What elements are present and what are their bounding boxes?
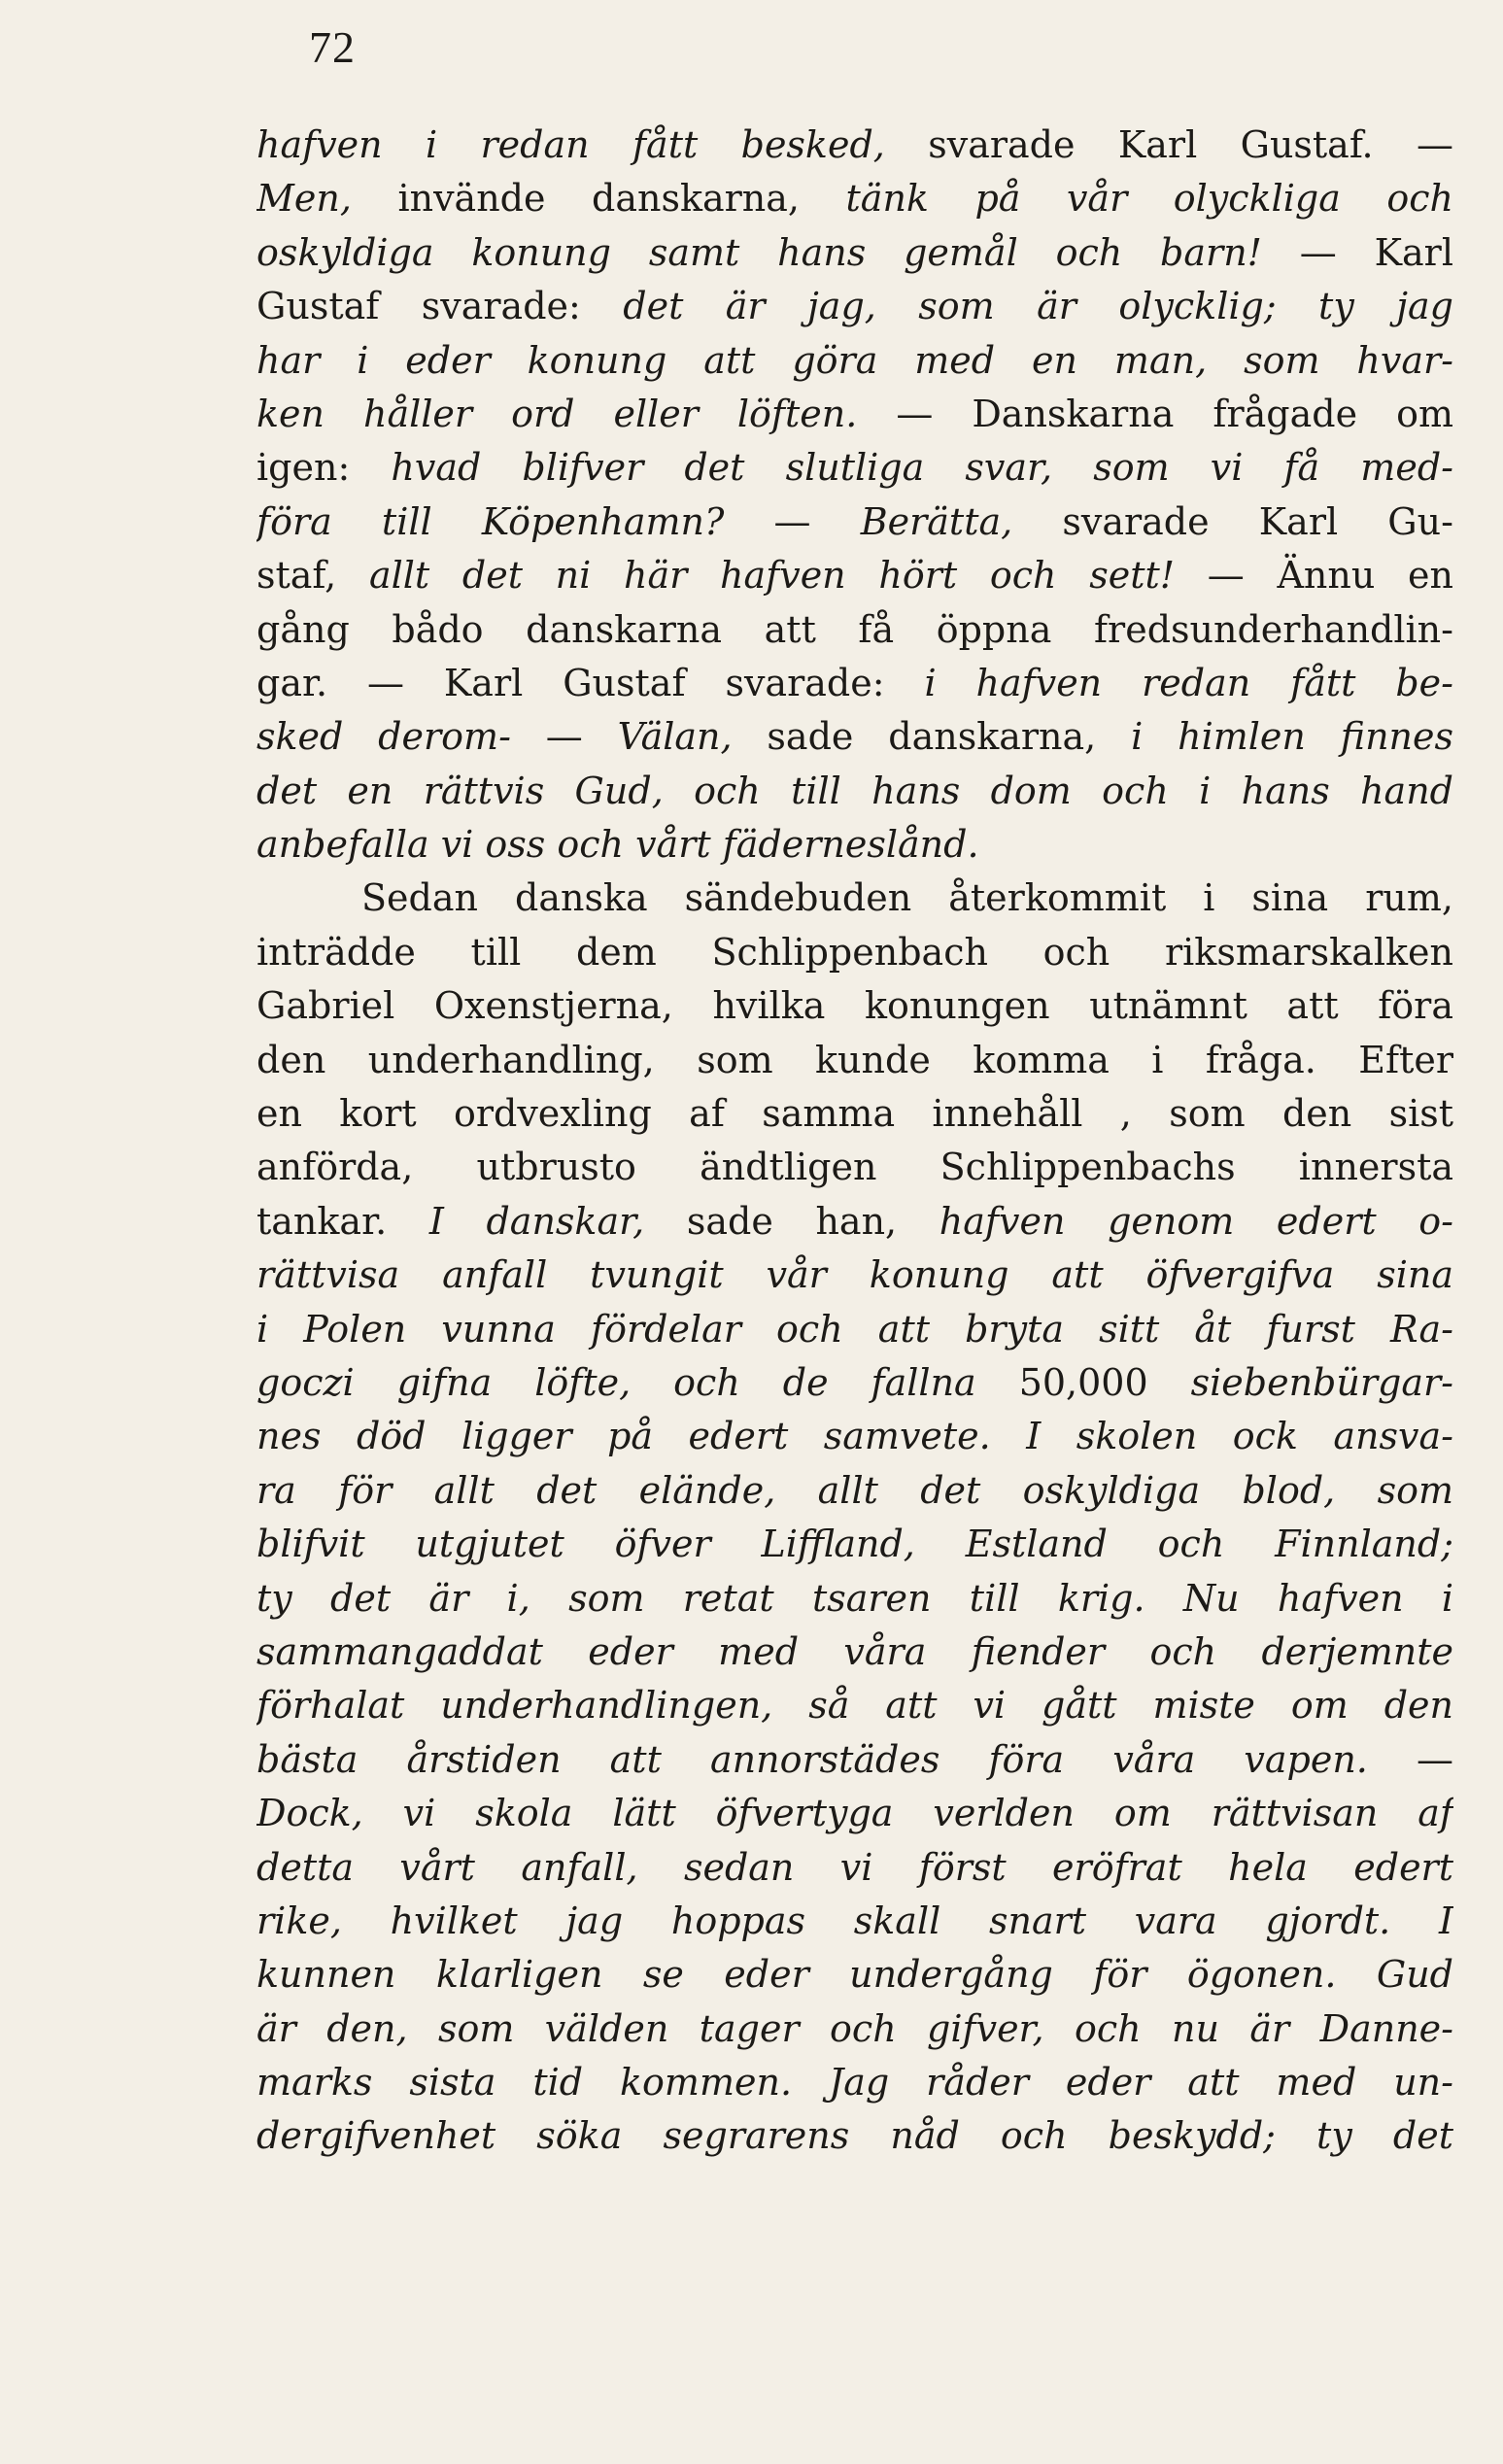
text-line: [256, 1787, 1453, 1840]
roman-text: staf,: [256, 554, 369, 598]
italic-text: blifvit utgjutet öfver Liffland, Estland och Finnland;: [256, 1523, 1453, 1566]
text-line: [256, 765, 1453, 818]
italic-text: i hafven redan fått be-: [924, 661, 1453, 704]
roman-text: 50,000: [1018, 1360, 1148, 1404]
roman-text: den underhandling, som kunde komma i fråga. Efter: [256, 1038, 1453, 1081]
page-number: 72: [309, 22, 356, 72]
roman-text: —: [510, 715, 618, 759]
italic-text: ty det är i, som retat tsaren till krig. Nu hafven i: [256, 1576, 1453, 1620]
roman-text: — Karl: [1261, 230, 1453, 274]
roman-text: inträdde till dem Schlippenbach och riksmarskalken: [256, 930, 1453, 974]
italic-text: marks sista tid kommen. Jag råder eder att med un-: [256, 2061, 1453, 2105]
italic-text: förhalat underhandlingen, så att vi gått miste om den: [256, 1684, 1453, 1728]
text-line: [256, 1518, 1453, 1571]
italic-text: I danskar,: [428, 1199, 645, 1243]
italic-text: i Polen vunna fördelar och att bryta sitt åt furst Ra-: [256, 1307, 1453, 1351]
text-line: [256, 388, 1453, 441]
text-line: [256, 280, 1453, 333]
italic-text: allt det ni här hafven hört och sett!: [368, 554, 1176, 598]
italic-text: ra för allt det elände, allt det oskyldiga blod, som: [256, 1468, 1453, 1512]
roman-text: Gabriel Oxenstjerna, hvilka konungen utnämnt att föra: [256, 984, 1453, 1028]
text-line: [256, 1626, 1453, 1679]
italic-text: goczi gifna löfte, och de fallna: [256, 1360, 1019, 1404]
text-line: [256, 1895, 1453, 1948]
italic-text: Dock, vi skola lätt öfvertyga verlden om rättvisan af: [256, 1792, 1453, 1835]
text-line: [256, 872, 1453, 925]
roman-text: sade han,: [644, 1199, 939, 1243]
italic-text: hvad blifver det slutliga svar, som vi få med-: [391, 446, 1453, 490]
text-line: [256, 603, 1453, 657]
italic-text: detta vårt anfall, sedan vi först eröfrat hela edert: [256, 1845, 1453, 1889]
italic-text: dergifvenhet söka segrarens nåd och beskydd; ty det: [256, 2114, 1453, 2158]
text-line: [256, 549, 1453, 602]
italic-text: föra till Köpenhamn?: [256, 499, 725, 543]
text-line: [256, 441, 1453, 495]
text-line: [256, 1733, 1453, 1787]
italic-text: nes död ligger på edert samvete. I skolen ock ansva-: [256, 1415, 1453, 1458]
italic-text: ken håller ord eller löften.: [256, 392, 858, 435]
italic-text: sked derom-: [256, 715, 511, 759]
text-line: [256, 334, 1453, 388]
text-line: [256, 710, 1453, 764]
italic-text: tänk på vår olyckliga och: [845, 177, 1453, 221]
italic-text: anbefalla vi oss och vårt fäderneslånd.: [256, 823, 979, 867]
text-line: [256, 1679, 1453, 1732]
italic-text: rike, hvilket jag hoppas skall snart vara gjordt. I: [256, 1899, 1453, 1942]
roman-text: — Danskarna frågade om: [857, 392, 1453, 435]
roman-text: —: [1367, 1737, 1453, 1781]
text-line: [256, 2002, 1453, 2056]
roman-text: anförda, utbrusto ändtligen Schlippenbachs innersta: [256, 1146, 1453, 1189]
text-line: [256, 172, 1453, 225]
roman-text: gång bådo danskarna att få öppna fredsunderhandlin-: [256, 607, 1453, 651]
italic-text: har i eder konung att göra med en man, som hvar-: [256, 338, 1453, 382]
text-line: [256, 1464, 1453, 1518]
text-line: [256, 2109, 1453, 2163]
text-line: [256, 1841, 1453, 1895]
italic-text: är den, som välden tager och gifver, och nu är Danne-: [256, 2006, 1453, 2050]
text-line: [256, 1948, 1453, 2002]
text-line: [256, 657, 1453, 710]
roman-text: igen:: [256, 446, 392, 490]
roman-text: svarade Karl Gustaf. —: [884, 123, 1453, 166]
italic-text: bästa årstiden att annorstädes föra våra vapen.: [256, 1737, 1368, 1781]
italic-text: Välan,: [617, 715, 733, 759]
text-line: [256, 818, 1453, 872]
text-line: [256, 1034, 1453, 1087]
italic-text: det är jag, som är olycklig; ty jag: [623, 285, 1453, 328]
italic-text: hafven i redan fått besked,: [256, 123, 885, 166]
italic-text: oskyldiga konung samt hans gemål och barn!: [256, 230, 1262, 274]
italic-text: sammangaddat eder med våra fiender och derjemnte: [256, 1629, 1453, 1673]
italic-text: kunnen klarligen se eder undergång för ögonen. Gud: [256, 1953, 1453, 1997]
italic-text: siebenbürgar-: [1147, 1360, 1453, 1404]
roman-text: invände danskarna,: [351, 177, 846, 221]
text-line: [256, 1410, 1453, 1463]
text-line: [256, 979, 1453, 1033]
roman-text: —: [724, 499, 861, 543]
text-line: [256, 1195, 1453, 1249]
roman-text: tankar.: [256, 1199, 429, 1243]
roman-text: svarade Karl Gu-: [1012, 499, 1453, 543]
body-text: [256, 119, 1453, 2164]
text-line: [256, 2056, 1453, 2109]
text-line: [256, 1303, 1453, 1356]
roman-text: Gustaf svarade:: [256, 285, 624, 328]
text-line: [256, 226, 1453, 280]
italic-text: Berätta,: [860, 499, 1013, 543]
italic-text: det en rättvis Gud, och till hans dom och i hans hand: [256, 769, 1453, 812]
roman-text: Sedan danska sändebuden återkommit i sina rum,: [361, 876, 1453, 920]
text-line: [256, 1356, 1453, 1410]
italic-text: hafven genom edert o-: [939, 1199, 1453, 1243]
italic-text: Men,: [256, 177, 352, 221]
text-line: [256, 1141, 1453, 1194]
text-line: [256, 926, 1453, 979]
roman-text: sade danskarna,: [732, 715, 1132, 759]
text-line: [256, 1249, 1453, 1302]
italic-text: i himlen finnes: [1131, 715, 1453, 759]
text-line: [256, 1087, 1453, 1141]
italic-text: rättvisa anfall tvungit vår konung att öfvergifva sina: [256, 1253, 1453, 1297]
roman-text: gar. — Karl Gustaf svarade:: [256, 661, 925, 704]
roman-text: — Ännu en: [1175, 554, 1453, 598]
text-line: [256, 1572, 1453, 1626]
text-line: [256, 119, 1453, 172]
roman-text: en kort ordvexling af samma innehåll , som den sist: [256, 1092, 1453, 1136]
text-line: [256, 496, 1453, 549]
